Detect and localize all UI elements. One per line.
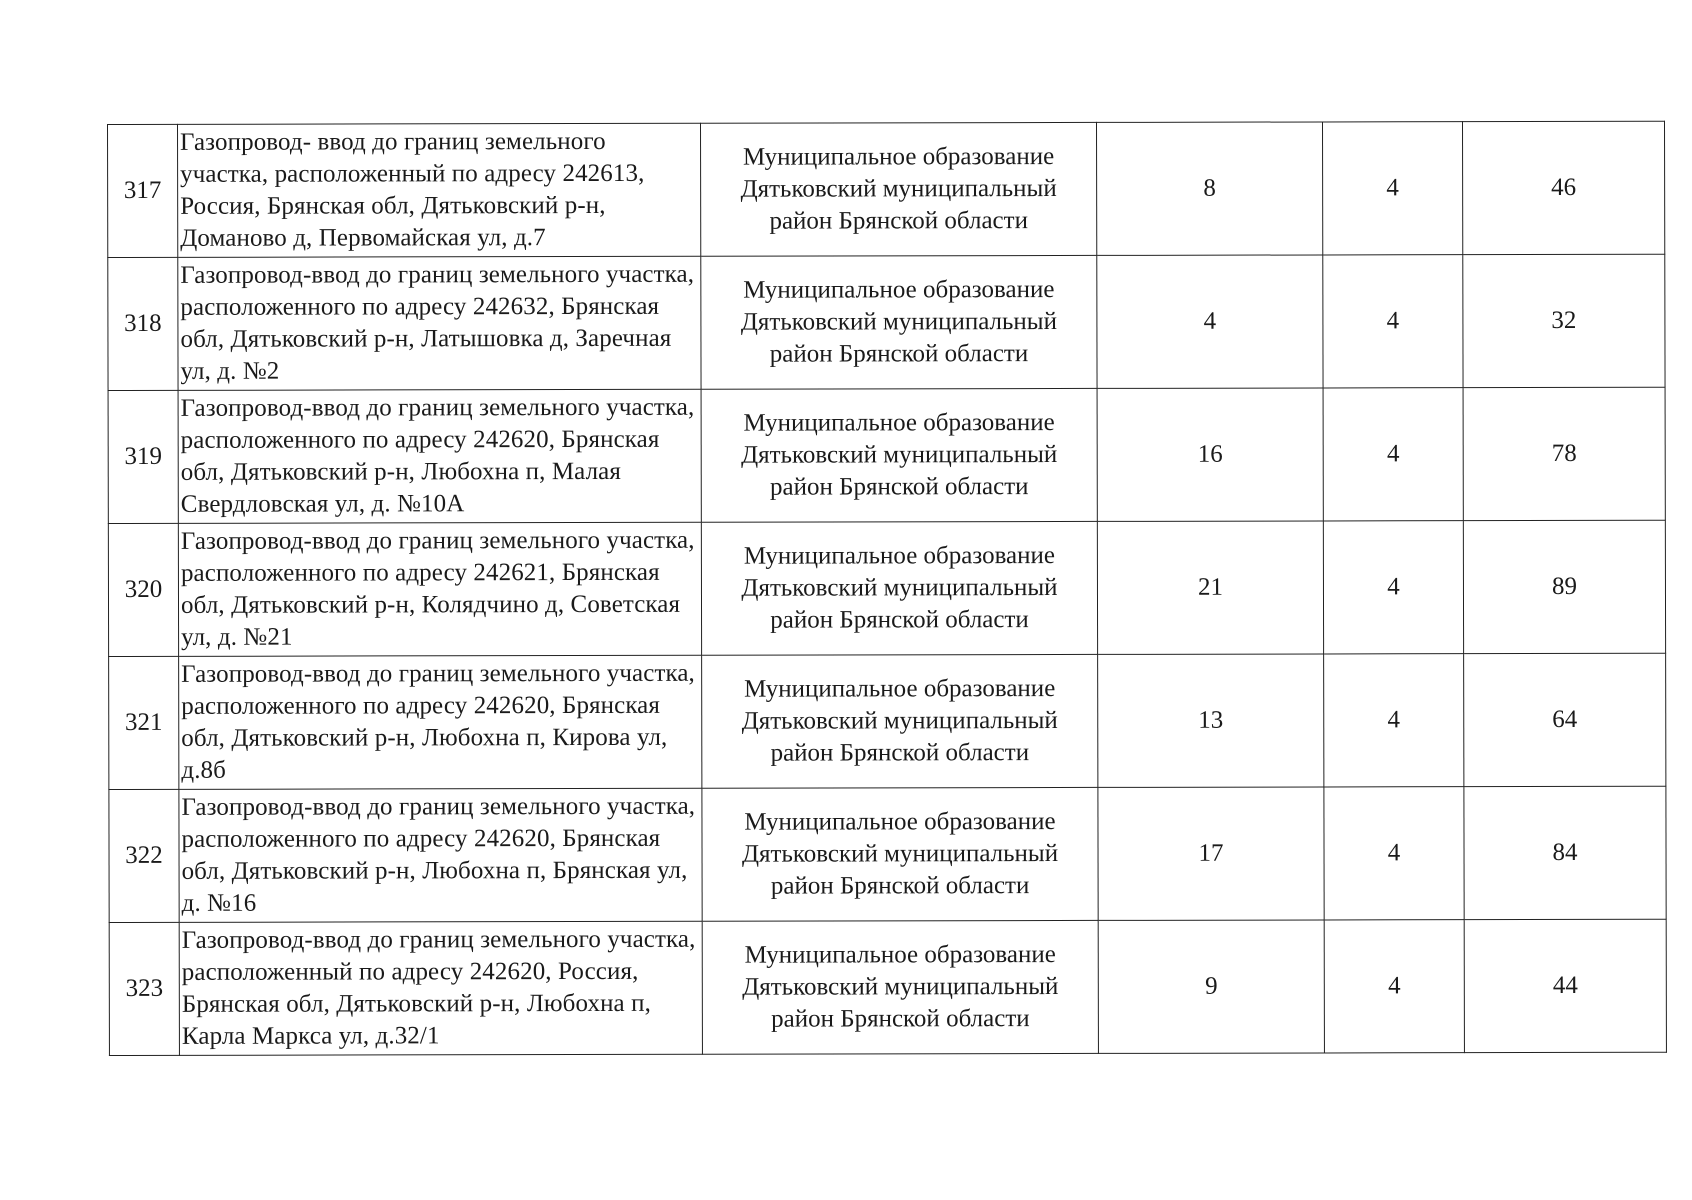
table-row [108,520,1665,656]
table-row [108,387,1665,523]
owner-cell [701,388,1097,522]
value-cell-col5: 4 [1323,388,1463,521]
owner-line-1: Муниципальное образование [743,276,1055,304]
value-cell-col4: 13 [1098,654,1324,787]
owner-line-1: Муниципальное образование [744,941,1056,969]
row-number-cell: 320 [108,523,178,656]
owner-cell [701,521,1097,655]
value-cell-col4: 8 [1096,122,1322,255]
owner-line-3: район Брянской области [769,207,1028,235]
owner-line-2: Дятьковский муниципальный [742,973,1059,1001]
owner-line-3: район Брянской области [769,473,1029,501]
value-cell-col4: 4 [1097,255,1323,388]
value-cell-col6: 44 [1464,919,1666,1052]
owner-line-2: Дятьковский муниципальный [741,707,1058,735]
object-name-cell: Газопровод- ввод до границ земельного участка, расположенный по адресу 242613, Россия, Брянская обл, Дятьковский р-н, Доманово д, Первомайская ул, д.7 [178,123,701,257]
owner-line-2: Дятьковский муниципальный [741,441,1058,469]
object-name-cell: Газопровод-ввод до границ земельного участка, расположенного по адресу 242621, Брянская обл, Дятьковский р-н, Колядчино д, Советская ул, д. №21 [178,522,701,656]
value-cell-col5: 4 [1324,787,1464,920]
object-name-cell: Газопровод-ввод до границ земельного участка, расположенного по адресу 242620, Брянская обл, Дятьковский р-н, Любохна п, Кирова ул, д.8б [179,655,702,789]
row-number-cell: 318 [108,257,178,390]
owner-line-3: район Брянской области [770,739,1030,767]
owner-line-3: район Брянской области [769,340,1029,368]
value-cell-col6: 84 [1464,786,1666,919]
value-cell-col4: 17 [1098,787,1324,920]
value-cell-col4: 9 [1098,920,1324,1053]
value-cell-col6: 64 [1464,653,1666,786]
table-row [109,653,1666,789]
owner-line-2: Дятьковский муниципальный [741,840,1059,868]
object-name-cell: Газопровод-ввод до границ земельного участка, расположенный по адресу 242620, Россия, Брянская обл, Дятьковский р-н, Любохна п, Карла Маркса ул, д.32/1 [179,921,702,1055]
row-number-cell: 322 [109,789,179,922]
row-number-cell: 323 [109,922,179,1055]
object-name-cell: Газопровод-ввод до границ земельного участка, расположенного по адресу 242620, Брянская обл, Дятьковский р-н, Любохна п, Брянская ул, д. №16 [179,788,702,922]
registry-table-body [108,121,1667,1055]
owner-cell [700,122,1096,256]
table-row [109,919,1666,1055]
row-number-cell: 321 [109,656,179,789]
table-row [108,254,1665,390]
row-number-cell: 319 [108,390,178,523]
owner-line-2: Дятьковский муниципальный [741,574,1058,602]
value-cell-col5: 4 [1323,521,1463,654]
value-cell-col4: 16 [1097,388,1323,521]
value-cell-col6: 78 [1463,387,1665,520]
owner-cell [702,654,1098,788]
owner-line-1: Муниципальное образование [742,143,1055,171]
owner-line-1: Муниципальное образование [743,409,1055,437]
owner-line-1: Муниципальное образование [744,808,1056,836]
owner-line-2: Дятьковский муниципальный [740,308,1058,336]
owner-line-3: район Брянской области [771,1005,1030,1033]
value-cell-col5: 4 [1324,920,1464,1053]
object-name-cell: Газопровод-ввод до границ земельного участка, расположенного по адресу 242632, Брянская обл, Дятьковский р-н, Латышовка д, Заречная ул, д. №2 [178,256,701,390]
registry-table [107,121,1667,1056]
value-cell-col6: 89 [1463,520,1665,653]
owner-line-2: Дятьковский муниципальный [740,175,1057,203]
owner-line-1: Муниципальное образование [743,542,1056,570]
value-cell-col6: 46 [1462,121,1664,254]
owner-line-3: район Брянской области [770,606,1029,634]
owner-line-3: район Брянской области [770,872,1030,900]
owner-cell [701,255,1097,389]
owner-cell [702,920,1098,1054]
table-row [109,786,1666,922]
owner-cell [702,787,1098,921]
value-cell-col4: 21 [1097,521,1323,654]
value-cell-col6: 32 [1463,254,1665,387]
value-cell-col5: 4 [1324,654,1464,787]
value-cell-col5: 4 [1322,122,1462,255]
owner-line-1: Муниципальное образование [744,675,1056,703]
table-row [108,121,1665,257]
object-name-cell: Газопровод-ввод до границ земельного участка, расположенного по адресу 242620, Брянская обл, Дятьковский р-н, Любохна п, Малая Свердловская ул, д. №10А [178,389,701,523]
row-number-cell: 317 [108,124,178,257]
value-cell-col5: 4 [1323,255,1463,388]
